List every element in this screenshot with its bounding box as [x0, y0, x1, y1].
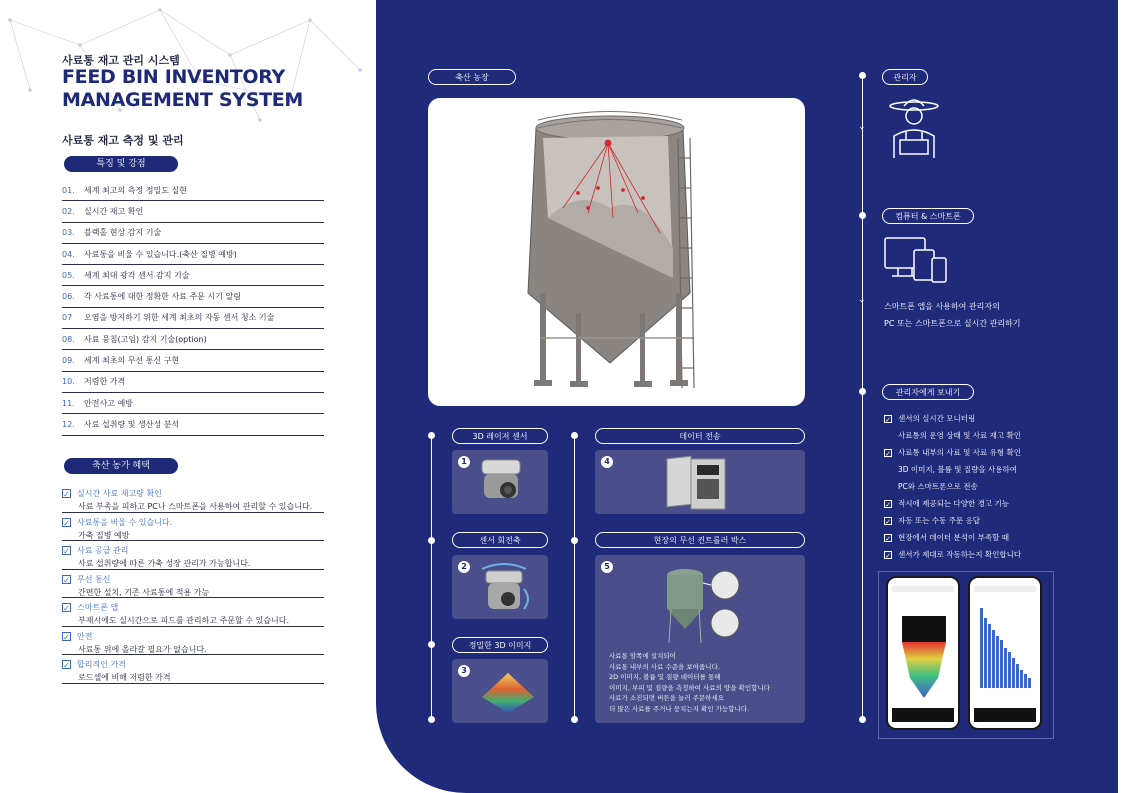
list-item: 02. 실시간 재고 확인 — [62, 201, 324, 222]
check-icon: ✓ — [885, 517, 891, 526]
silo-image-card — [428, 98, 805, 406]
image3d-panel — [452, 659, 548, 723]
list-item: ✓ 사료통 내부의 사료 및 사료 유형 확인 — [885, 448, 1021, 458]
list-item: ✓ 실시간 사료 재고량 확인 사료 부족을 피하고 PC나 스마트폰을 사용하여 관리할 수 있습니다. — [62, 484, 324, 513]
list-item: 10. 저렴한 가격 — [62, 372, 324, 393]
check-icon: ✓ — [63, 632, 70, 642]
connector-dot — [428, 432, 435, 439]
timeline-dot — [859, 388, 866, 395]
chevron-down-icon: ⌄ — [858, 295, 866, 305]
check-icon: ✓ — [63, 490, 70, 499]
connector-dot — [428, 716, 435, 723]
list-item: ✓ 센서가 제대로 작동하는지 확인합니다 — [885, 550, 1022, 560]
connector-line — [431, 436, 432, 720]
list-item: ✓ 합리적인 가격 로드셀에 비해 저렴한 가격 — [62, 655, 324, 684]
brochure-title — [62, 66, 303, 112]
title-line-1: FEED BIN INVENTORY — [62, 66, 286, 88]
section-title: 사료통 재고 측정 및 관리 — [62, 134, 184, 147]
list-item: ✓ 자동 또는 수동 주문 응답 — [885, 516, 980, 526]
list-item: 01. 세계 최고의 측정 정밀도 실현 — [62, 180, 324, 201]
timeline-line — [862, 76, 863, 720]
list-item: 사료통의 운영 상태 및 사료 재고 확인 — [898, 431, 1021, 440]
step-number: 1 — [458, 456, 470, 468]
list-item: PC와 스마트폰으로 전송 — [898, 482, 978, 491]
chevron-down-icon: ⌄ — [858, 122, 866, 132]
step-number: 4 — [601, 456, 613, 468]
check-icon: ✓ — [885, 500, 891, 509]
features-list — [62, 180, 324, 436]
laser-sensor-panel — [452, 450, 548, 514]
list-item: ✓ 스마트폰 앱 부재시에도 실시간으로 피드를 관리하고 주문할 수 있습니다. — [62, 598, 324, 627]
image3d-label: 정밀한 3D 이미지 — [452, 637, 548, 653]
rotation-panel — [452, 555, 548, 619]
benefits-label: 축산 농가 혜택 — [64, 458, 178, 474]
phone-3d-screen — [888, 578, 958, 728]
list-item: 07 오염을 방지하기 위한 세계 최초의 자동 센서 청소 기술 — [62, 308, 324, 329]
check-icon: ✓ — [63, 604, 70, 613]
connector-dot — [428, 641, 435, 648]
connector-dot — [571, 537, 578, 544]
data-transfer-label: 데이터 전송 — [595, 428, 805, 444]
laser-sensor-icon — [476, 456, 526, 510]
list-item: ✓ 센서의 실시간 모니터링 — [885, 414, 976, 424]
list-item: 05. 세계 최대 광각 센서 감지 기술 — [62, 265, 324, 286]
check-icon: ✓ — [63, 575, 70, 585]
controller-panel — [595, 555, 805, 723]
brochure-subtitle: 사료통 재고 관리 시스템 — [62, 54, 180, 67]
controller-label: 현장의 무선 컨트롤러 박스 — [595, 532, 805, 548]
connector-dot — [571, 432, 578, 439]
timeline-dot — [859, 716, 866, 723]
devices-icon — [884, 236, 950, 286]
connector-line — [574, 436, 575, 720]
devices-label: 컴퓨터 & 스마트폰 — [882, 208, 974, 224]
rotation-sensor-icon — [476, 559, 532, 617]
phone-bar-chart — [970, 578, 1040, 728]
check-icon: ✓ — [885, 415, 891, 424]
list-item: 03. 블랙홀 현상 감지 기술 — [62, 223, 324, 244]
timeline-dot — [859, 212, 866, 219]
farmer-icon — [884, 96, 944, 162]
send-to-manager-list — [884, 410, 1021, 563]
list-item: 12. 사료 섭취량 및 생산성 분석 — [62, 414, 324, 435]
list-item: ✓ 현장에서 데이터 분석이 부족할 때 — [885, 533, 1009, 543]
list-item: ✓ 적시에 제공되는 다양한 경고 기능 — [885, 499, 1009, 509]
features-label: 특징 및 강점 — [64, 156, 178, 172]
data-transfer-panel — [595, 450, 805, 514]
rotation-label: 센서 회전축 — [452, 532, 548, 548]
devices-description: 스마트폰 앱을 사용하여 관리자의 PC 또는 스마트폰으로 실시간 관리하기 — [884, 302, 1021, 328]
list-item: 3D 이미지, 볼륨 및 질량을 사용하여 — [898, 465, 1018, 474]
check-icon: ✓ — [63, 518, 70, 528]
benefits-list — [62, 484, 324, 684]
list-item: 09. 세계 최초의 무선 통신 구현 — [62, 350, 324, 371]
manager-label: 관리자 — [882, 69, 928, 85]
phone-chart-view — [968, 576, 1042, 730]
check-icon: ✓ — [885, 534, 891, 543]
farm-label: 축산 농장 — [428, 69, 516, 85]
connector-dot — [428, 537, 435, 544]
list-item: ✓ 무선 통신 간편한 설치, 기존 사료통에 적용 가능 — [62, 570, 324, 599]
list-item: 08. 사료 뭉침(고임) 감지 기술(option) — [62, 329, 324, 350]
phone-3d-view — [886, 576, 960, 730]
list-item: ✓ 사료통을 비울 수 있습니다. 가축 질병 예방 — [62, 513, 324, 542]
check-icon: ✓ — [63, 547, 70, 556]
check-icon: ✓ — [885, 551, 891, 560]
list-item: ✓ 안전 사료통 위에 올라갈 필요가 없습니다. — [62, 627, 324, 656]
connector-dot — [571, 716, 578, 723]
step-number: 3 — [458, 665, 470, 677]
step-number: 5 — [601, 561, 613, 573]
3d-surface-image — [478, 669, 538, 719]
list-item: 04. 사료통을 비울 수 있습니다.(축산 질병 예방) — [62, 244, 324, 265]
step-number: 2 — [458, 561, 470, 573]
laser-sensor-label: 3D 레이저 센서 — [452, 428, 548, 444]
check-icon: ✓ — [885, 449, 891, 458]
list-item: 06. 각 사료통에 대한 정확한 사료 주문 시기 알림 — [62, 286, 324, 307]
timeline-dot — [859, 72, 866, 79]
check-icon: ✓ — [63, 661, 70, 670]
list-item: ✓ 사료 공급 관리 사료 섭취량에 따른 가축 성장 관리가 가능합니다. — [62, 541, 324, 570]
title-line-2: MANAGEMENT SYSTEM — [62, 89, 304, 111]
feed-silo-illustration — [428, 98, 805, 406]
controller-description: 사료통 암쪽에 설치되어 사료통 내부의 사료 수준을 보여줍니다. 2D 이미지, 볼륨 및 질량 데이터를 통해 이미지, 부피 및 질량을 측정하여 사료의 양을 확인합니다 사료가 소진되면 버튼을 눌러 주문하세요 더 많은 사료를 주거나 뭉치는지 확인 가능합니다. — [609, 652, 770, 713]
list-item: 11. 안전사고 예방 — [62, 393, 324, 414]
send-to-manager-label: 관리자에게 보내기 — [882, 384, 974, 400]
silo-diagram-icon — [659, 563, 749, 649]
controller-box-icon — [665, 455, 735, 511]
